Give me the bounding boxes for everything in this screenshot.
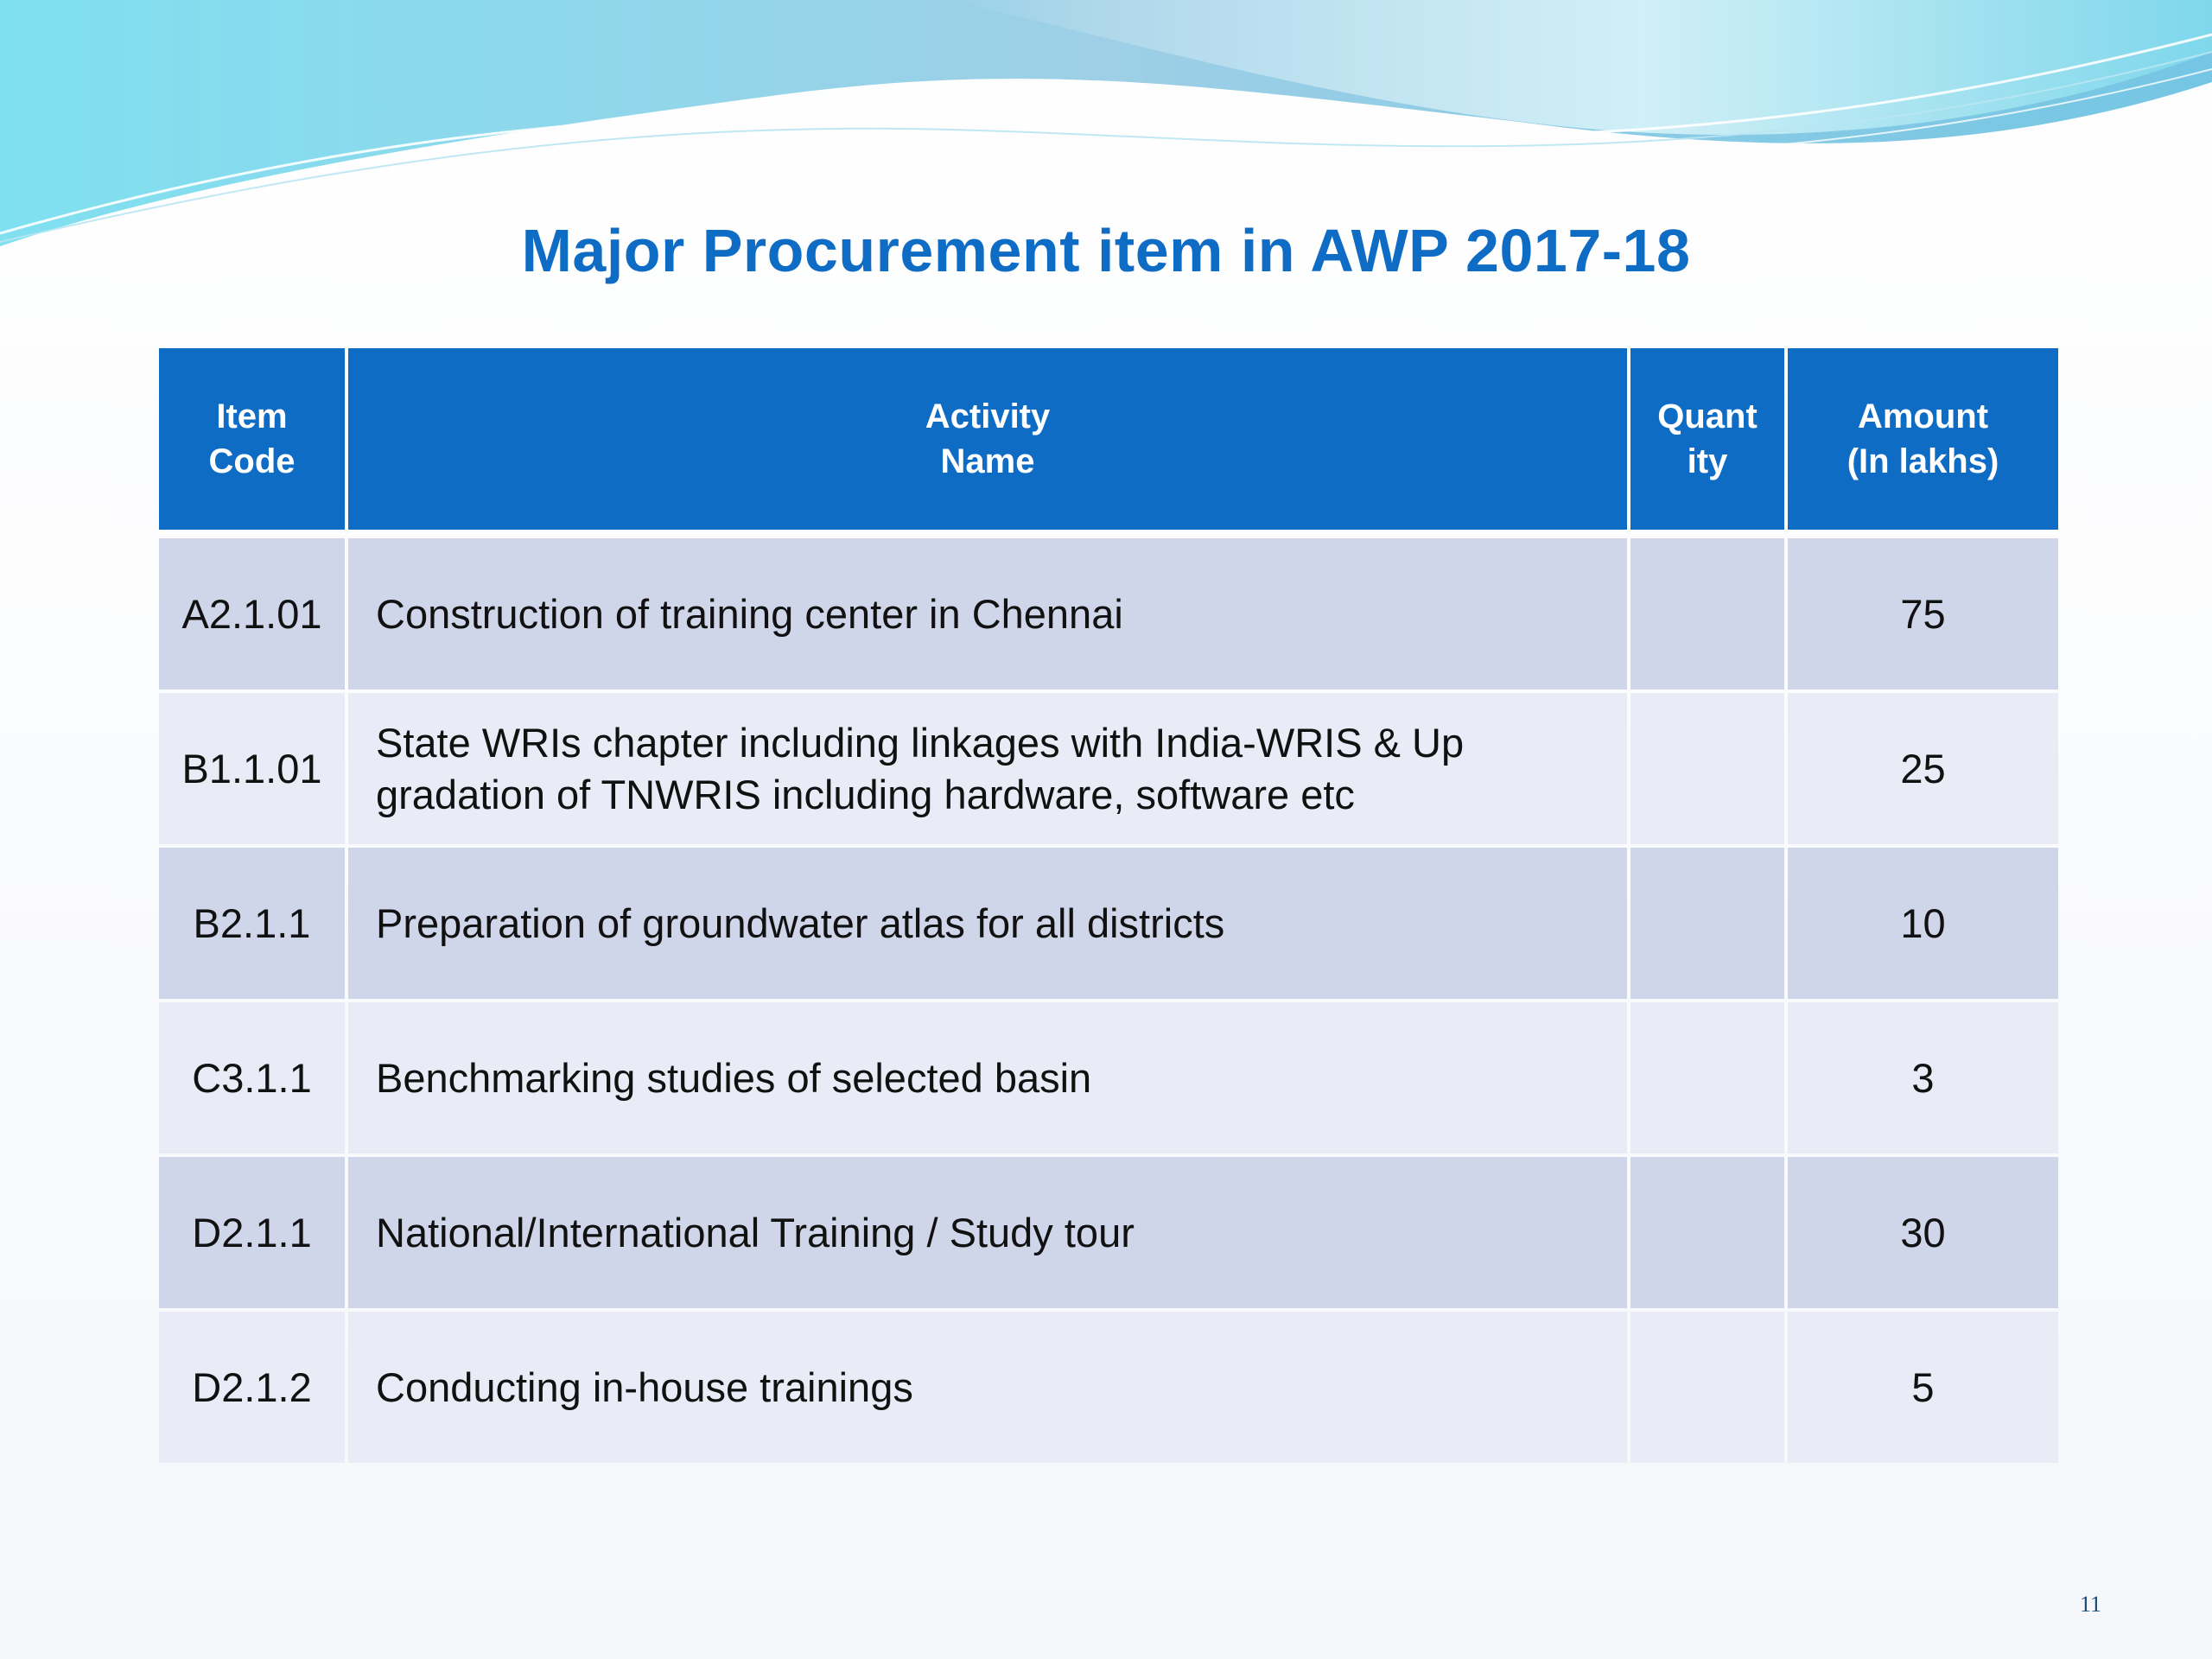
- table-row: [159, 1002, 2058, 1154]
- cell-amount: 75: [1788, 538, 2058, 690]
- table-row: [159, 848, 2058, 999]
- cell-item-code: B1.1.01: [159, 693, 345, 844]
- page-number: 11: [2079, 1592, 2101, 1617]
- cell-activity-name: Conducting in-house trainings: [348, 1312, 1627, 1463]
- table-row: [159, 693, 2058, 844]
- cell-quantity: [1630, 693, 1784, 844]
- table-header-row: [159, 348, 2058, 535]
- cell-quantity: [1630, 538, 1784, 690]
- cell-amount: 25: [1788, 693, 2058, 844]
- cell-activity-name: National/International Training / Study tour: [348, 1157, 1627, 1308]
- cell-amount: 3: [1788, 1002, 2058, 1154]
- cell-activity-name: State WRIs chapter including linkages with India-WRIS & Up gradation of TNWRIS including hardware, software etc: [348, 693, 1627, 844]
- table-row: [159, 1157, 2058, 1308]
- cell-activity-name: Preparation of groundwater atlas for all districts: [348, 848, 1627, 999]
- cell-amount: 30: [1788, 1157, 2058, 1308]
- cell-quantity: [1630, 1312, 1784, 1463]
- cell-item-code: A2.1.01: [159, 538, 345, 690]
- cell-amount: 10: [1788, 848, 2058, 999]
- cell-amount: 5: [1788, 1312, 2058, 1463]
- header-item-code: Item Code: [159, 348, 345, 535]
- procurement-table: [156, 345, 2062, 1466]
- cell-activity-name: Construction of training center in Chennai: [348, 538, 1627, 690]
- header-amount: Amount (In lakhs): [1788, 348, 2058, 535]
- table-row: [159, 538, 2058, 690]
- header-quantity: Quant ity: [1630, 348, 1784, 535]
- cell-activity-name: Benchmarking studies of selected basin: [348, 1002, 1627, 1154]
- cell-quantity: [1630, 1157, 1784, 1308]
- table-row: [159, 1312, 2058, 1463]
- cell-quantity: [1630, 1002, 1784, 1154]
- cell-item-code: D2.1.1: [159, 1157, 345, 1308]
- header-activity-name: Activity Name: [348, 348, 1627, 535]
- cell-item-code: C3.1.1: [159, 1002, 345, 1154]
- cell-item-code: B2.1.1: [159, 848, 345, 999]
- cell-item-code: D2.1.2: [159, 1312, 345, 1463]
- slide-title: Major Procurement item in AWP 2017-18: [521, 217, 1691, 284]
- cell-quantity: [1630, 848, 1784, 999]
